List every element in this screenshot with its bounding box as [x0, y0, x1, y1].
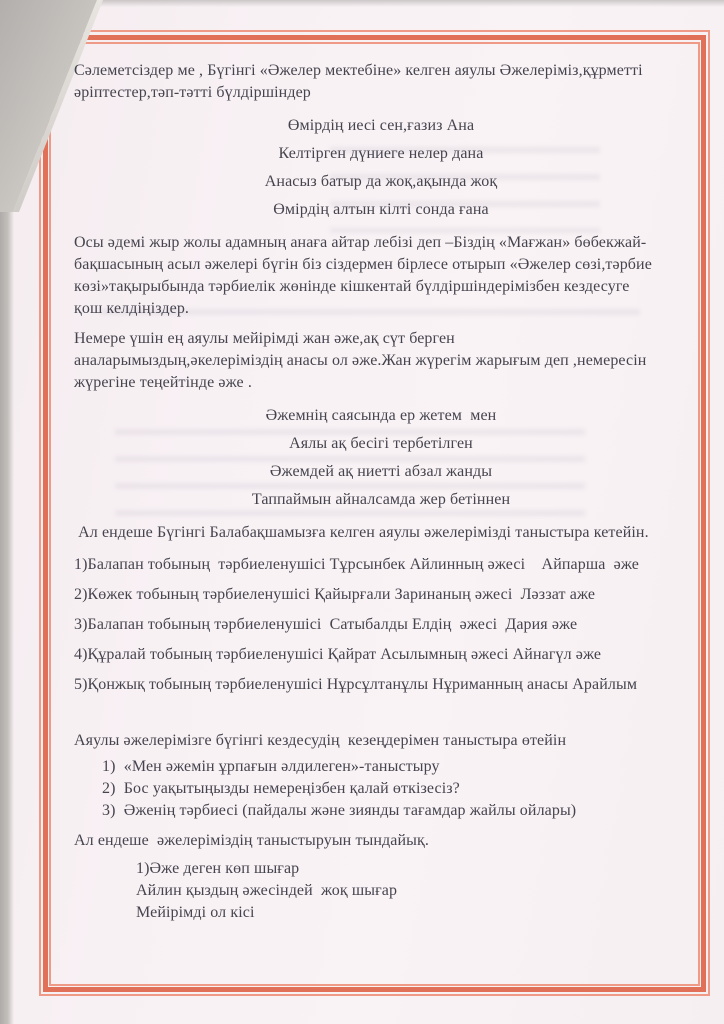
greeting-line: әріптестер,тәп-тәтті бүлдіршіндер — [74, 84, 311, 101]
stage-item: 2) Бос уақытыңызды немереңізбен қалай өткізесіз? — [102, 780, 460, 797]
listen-line: Ал ендеше әжелеріміздің таныстыруын тындайық. — [74, 832, 429, 849]
poem-about-mother — [74, 112, 688, 224]
definition-line: жүрегіне теңейтінде әже . — [74, 374, 252, 391]
grandmother-definition-paragraph — [74, 328, 688, 394]
poem-line: Әжемдей ақ ниетті абзал жанды — [269, 463, 493, 480]
greeting-paragraph — [74, 60, 688, 104]
document-text — [74, 60, 688, 924]
poem-about-grandmother — [74, 402, 688, 514]
poem-line: Әжемнің саясында ер жетем мен — [265, 407, 497, 424]
definition-line: аналарымыздың,әкелеріміздің анасы ол әже.Жан жүрегім жарығым деп ,немересін — [74, 352, 647, 369]
event-line: көзі»тақырыбында тәрбиелік жөнінде кішкентай бүлдіршіндерімізбен кездесуге — [74, 278, 630, 295]
poem-line: Аялы ақ бесігі тербетілген — [289, 435, 473, 452]
poem-line: Айлин қыздың әжесіндей жоқ шығар — [136, 882, 398, 899]
greeting-line: Сәлеметсіздер ме , Бүгінгі «Әжелер мектебіне» келген аяулы Әжелеріміз,құрметті — [74, 62, 643, 79]
poem-line: Мейірімді ол кісі — [136, 904, 255, 921]
grandmother-item: 1)Балапан тобының тәрбиеленушісі Тұрсынбек Айлинның әжесі Айпарша әже — [74, 556, 640, 573]
poem-line: Анасыз батыр да жоқ,ақында жоқ — [264, 173, 498, 190]
poem-line: Келтірген дүниеге нелер дана — [278, 145, 484, 162]
grandmother-item: 5)Қонжық тобының тәрбиеленушісі Нұрсұлтанұлы Нұриманның анасы Арайлым — [74, 676, 638, 693]
stage-item: 3) Әженің тәрбиесі (пайдалы және зиянды тағамдар жайлы ойлары) — [102, 802, 577, 819]
grandmother-item: 4)Құралай тобының тәрбиеленушісі Қайрат Асылымның әжесі Айнагүл әже — [74, 646, 602, 663]
grandmother-item: 3)Балапан тобының тәрбиеленушісі Сатыбалды Елдің әжесі Дария әже — [74, 616, 578, 633]
poem-line: Таппаймын айналсамда жер бетіннен — [251, 491, 511, 508]
stage-item: 1) «Мен әжемін ұрпағын әлдилеген»-таныстыру — [102, 758, 440, 775]
closing-poem — [136, 858, 688, 924]
event-line: бақшасының асыл әжелері бүгін біз сіздермен бірлесе отырып «Әжелер сөзі,тәрбие — [74, 256, 652, 273]
event-line: қош келдіңіздер. — [74, 300, 190, 317]
event-line: Осы әдемі жыр жолы адамның анаға айтар лебізі деп –Біздің «Мағжан» бөбекжай- — [74, 234, 647, 251]
poem-line: Өмірдің иесі сен,ғазиз Ана — [287, 117, 475, 134]
poem-line: 1)Әже деген көп шығар — [136, 860, 300, 877]
grandmothers-list — [74, 550, 688, 700]
stages-list — [102, 756, 688, 822]
stages-intro-line: Аяулы әжелерімізге бүгінгі кездесудің кезеңдерімен таныстыра өтейін — [74, 732, 567, 749]
definition-line: Немере үшін ең аяулы мейірімді жан әже,ақ сүт берген — [74, 330, 455, 347]
event-description-paragraph — [74, 232, 688, 320]
poem-line: Өмірдің алтын кілті сонда ғана — [273, 201, 489, 218]
grandmother-item: 2)Көжек тобының тәрбиеленушісі Қайырғали Заринаның әжесі Ләззат аже — [74, 586, 596, 603]
introduction-line: Ал ендеше Бүгінгі Балабақшамызға келген аяулы әжелерімізді таныстыра кетейін. — [74, 524, 649, 541]
